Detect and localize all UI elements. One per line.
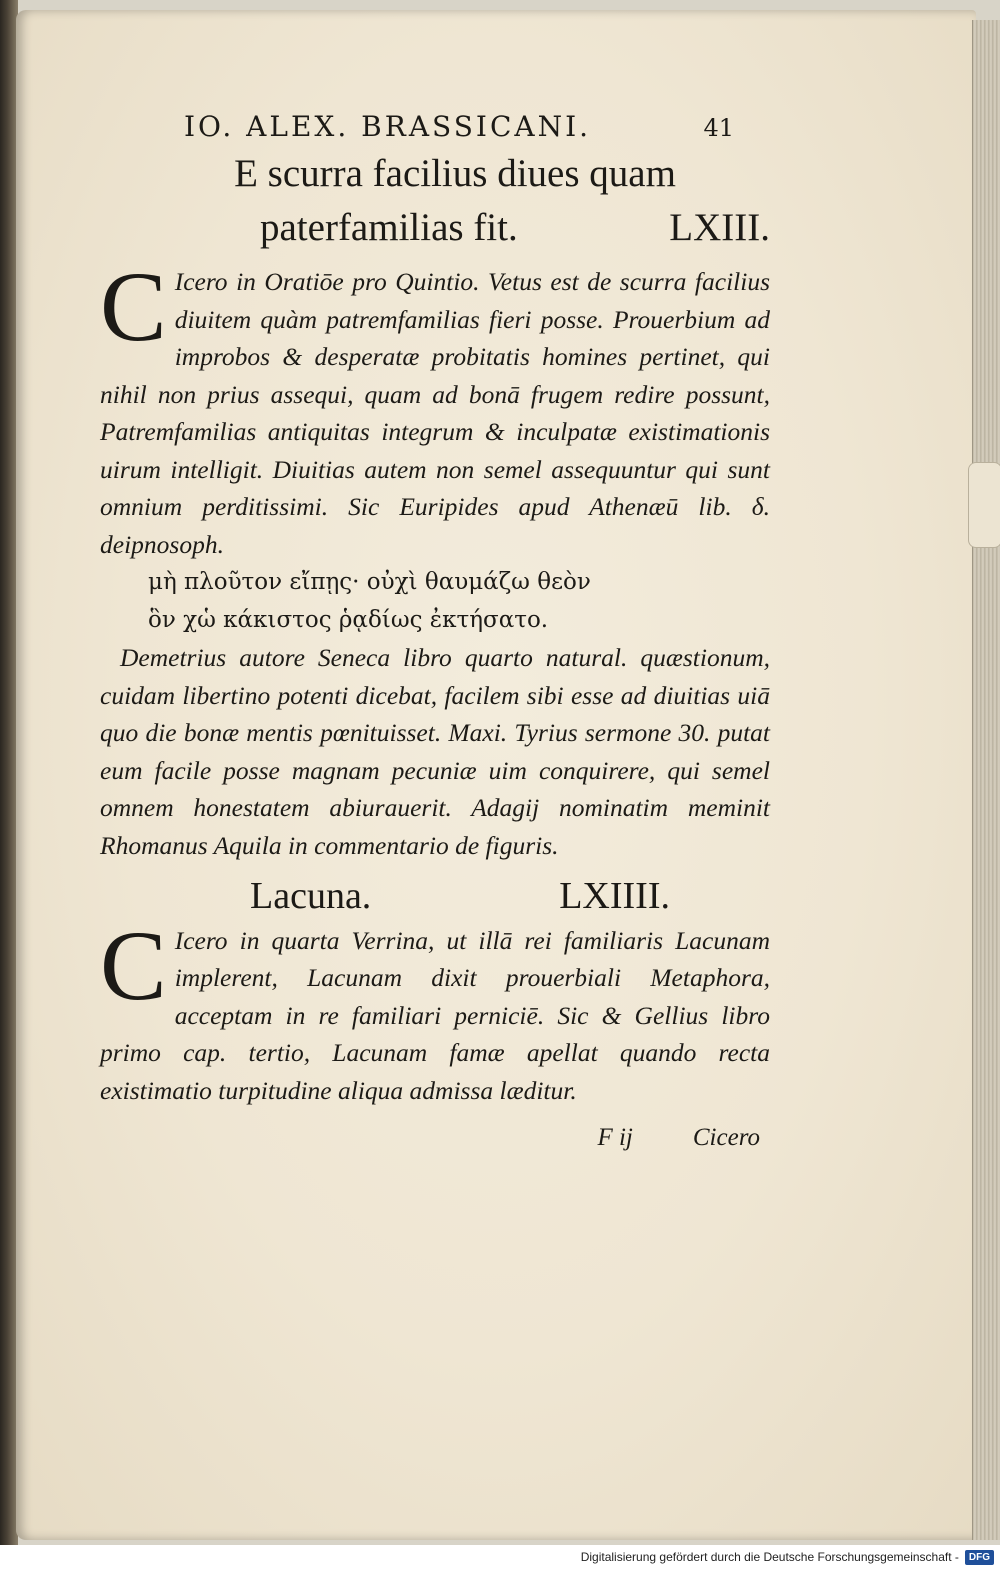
chapter-heading: [100, 147, 770, 255]
funding-credit: Digitalisierung gefördert durch die Deutsche Forschungsgemeinschaft -: [580, 1550, 959, 1564]
drop-cap-1: C: [100, 251, 167, 362]
heading-line-2-text: paterfamilias fit.: [260, 206, 518, 249]
paragraph-1-text: Icero in Oratiōe pro Quintio. Vetus est de scurra facilius diuitem quàm patremfamilias fieri posse. Prouerbium ad improbos & desperatæ probitatis homines pertinet, qui nihil non prius assequi, quam ad bonā frugem redire possunt, Patremfamilias antiquitas integrum & inculpatæ existimationis uirum intelligit. Diuitias autem non semel assequuntur qui sunt omnium perditissimi. Sic Euripides apud Athenæū lib. δ. deipnosoph.: [100, 267, 770, 559]
paragraph-2: Demetrius autore Seneca libro quarto natural. quæstionum, cuidam libertino potenti dicebat, facilem sibi esse ad diuitias uiā quo die bonæ mentis pœnituisset. Maxi. Tyrius sermone 30. putat eum facile posse magnam pecuniæ uim conquirere, qui semel omnem honestatem abiurauerit. Adagij nominatim meminit Rhomanus Aquila in commentario de figuris.: [100, 643, 770, 860]
section-heading: [100, 864, 770, 922]
running-head: [100, 110, 770, 143]
heading-number: LXIII.: [669, 206, 770, 249]
funding-footer: [0, 1545, 1000, 1569]
greek-verse-line-2: ὃν χὡ κάκιστος ῥᾳδίως ἐκτήσατο.: [148, 607, 549, 633]
catchword: Cicero: [692, 1124, 760, 1151]
heading-line-2: [140, 201, 770, 255]
heading-line-1: E scurra facilius diues quam: [234, 152, 676, 195]
signature-mark: F ij: [597, 1124, 633, 1151]
drop-cap-2: C: [100, 909, 167, 1021]
section-title: Lacuna.: [250, 875, 372, 917]
paragraph-3: [100, 909, 770, 1110]
page-content: [100, 110, 770, 1157]
section-number: LXIIII.: [559, 875, 670, 917]
body-text: [100, 251, 770, 1157]
greek-verse-line-1: μὴ πλοῦτον εἴπῃς· οὐχὶ θαυμάζω θεὸν: [148, 569, 591, 595]
page-footer-marks: [100, 1119, 770, 1157]
folio-number: 41: [703, 114, 734, 142]
dfg-logo: DFG: [965, 1550, 994, 1565]
paragraph-3-text: Icero in quarta Verrina, ut illā rei familiaris Lacunam implerent, Lacunam dixit prouerbiali Metaphora, acceptam in re familiari perniciē. Sic & Gellius libro primo cap. tertio, Lacunam famæ apellat quando recta existimatio turpitudine aliqua admissa læditur.: [100, 925, 770, 1105]
page-edges: [972, 20, 1000, 1540]
running-head-title: IO. ALEX. BRASSICANI.: [184, 110, 592, 143]
paragraph-1: [100, 251, 770, 563]
page-tab: [968, 462, 1000, 548]
